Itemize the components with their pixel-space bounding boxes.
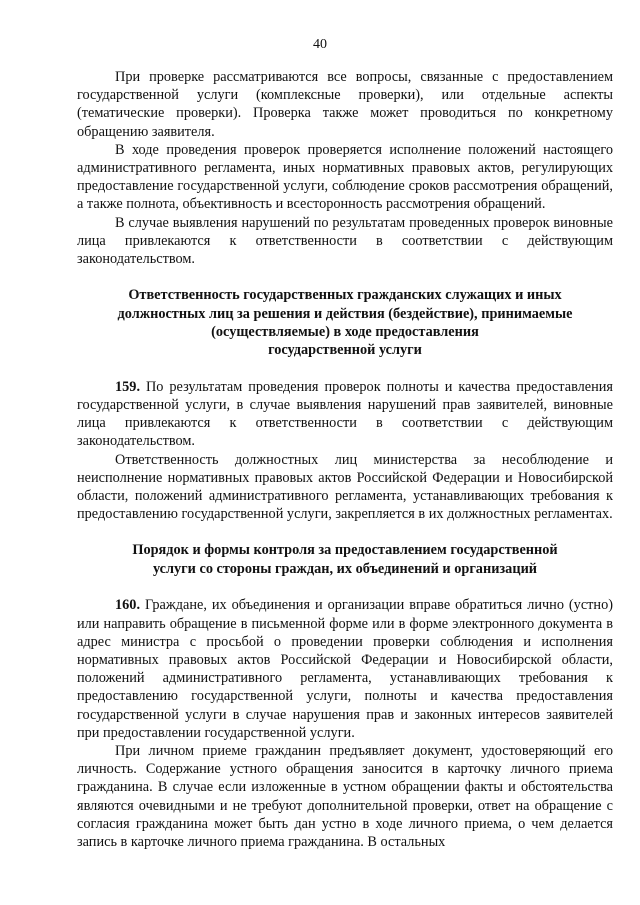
paragraph-personal-reception: При личном приеме гражданин предъявляет документ, удостоверяющий его личность. Содержание устного обращения заносится в карточку личного приема гражданина. В случае если изложенные в устном обращении факты и обстоятельства являются очевидными и не требуют дополнительной проверки, ответ на обращение с согласия гражданина может быть дан устно в ходе личного приема, о чем делается запись в карточке личного приема гражданина. В остальных	[77, 742, 613, 850]
section-heading-control	[77, 541, 613, 578]
heading-line: государственной услуги	[268, 342, 422, 359]
clause-text: По результатам проведения проверок полноты и качества предоставления государственной услуги, в случае выявления нарушений прав заявителей, виновные лица привлекаются к ответственности в соответствии с действующим законодательством.	[77, 378, 613, 450]
clause-160	[77, 596, 613, 742]
heading-line: должностных лиц за решения и действия (бездействие), принимаемые	[117, 305, 573, 322]
heading-line: Порядок и формы контроля за предоставлением государственной	[132, 542, 558, 559]
clause-text: Граждане, их объединения и организации вправе обратиться лично (устно) или направить обращение в письменной форме или в форме электронного документа в адрес министра с просьбой о проведении проверки соблюдения и исполнения нормативных правовых актов Российской Федерации и Новосибирской области, положений административного регламента, устанавливающих требования к предоставлению государственной услуги, полноты и качества предоставления государственной услуги в случае нарушения прав и законных интересов заявителей при предоставлении государственной услуги.	[77, 597, 613, 741]
clause-number: 160.	[115, 597, 141, 614]
paragraph-official-responsibility: Ответственность должностных лиц министерства за несоблюдение и неисполнение нормативных правовых актов Российской Федерации и Новосибирской области, положений административного регламента, устанавливающих требования к предоставлению государственной услуги, закрепляется в их должностных регламентах.	[77, 451, 613, 523]
paragraph-inspection-scope: При проверке рассматриваются все вопросы, связанные с предоставлением государственной услуги (комплексные проверки), или отдельные аспекты (тематические проверки). Проверка также может проводиться по конкретному обращению заявителя.	[77, 69, 613, 140]
clause-number: 159.	[115, 378, 141, 395]
heading-line: услуги со стороны граждан, их объединений и организаций	[152, 560, 538, 577]
section-heading-responsibility	[77, 286, 613, 360]
paragraph-inspection-content: В ходе проведения проверок проверяется исполнение положений настоящего административного регламента, иных нормативных правовых актов, регулирующих предоставление государственной услуги, соблюдение сроков рассмотрения обращений, а также полнота, объективность и всесторонность рассмотрения обращений.	[77, 141, 613, 213]
page-number: 40	[313, 37, 327, 52]
heading-line: Ответственность государственных гражданских служащих и иных	[128, 287, 562, 304]
paragraph-violations: В случае выявления нарушений по результатам проведенных проверок виновные лица привлекаются к ответственности в соответствии с действующим законодательством.	[77, 214, 613, 268]
heading-line: (осуществляемые) в ходе предоставления	[211, 324, 479, 341]
document-body	[77, 68, 613, 851]
clause-159	[77, 378, 613, 451]
